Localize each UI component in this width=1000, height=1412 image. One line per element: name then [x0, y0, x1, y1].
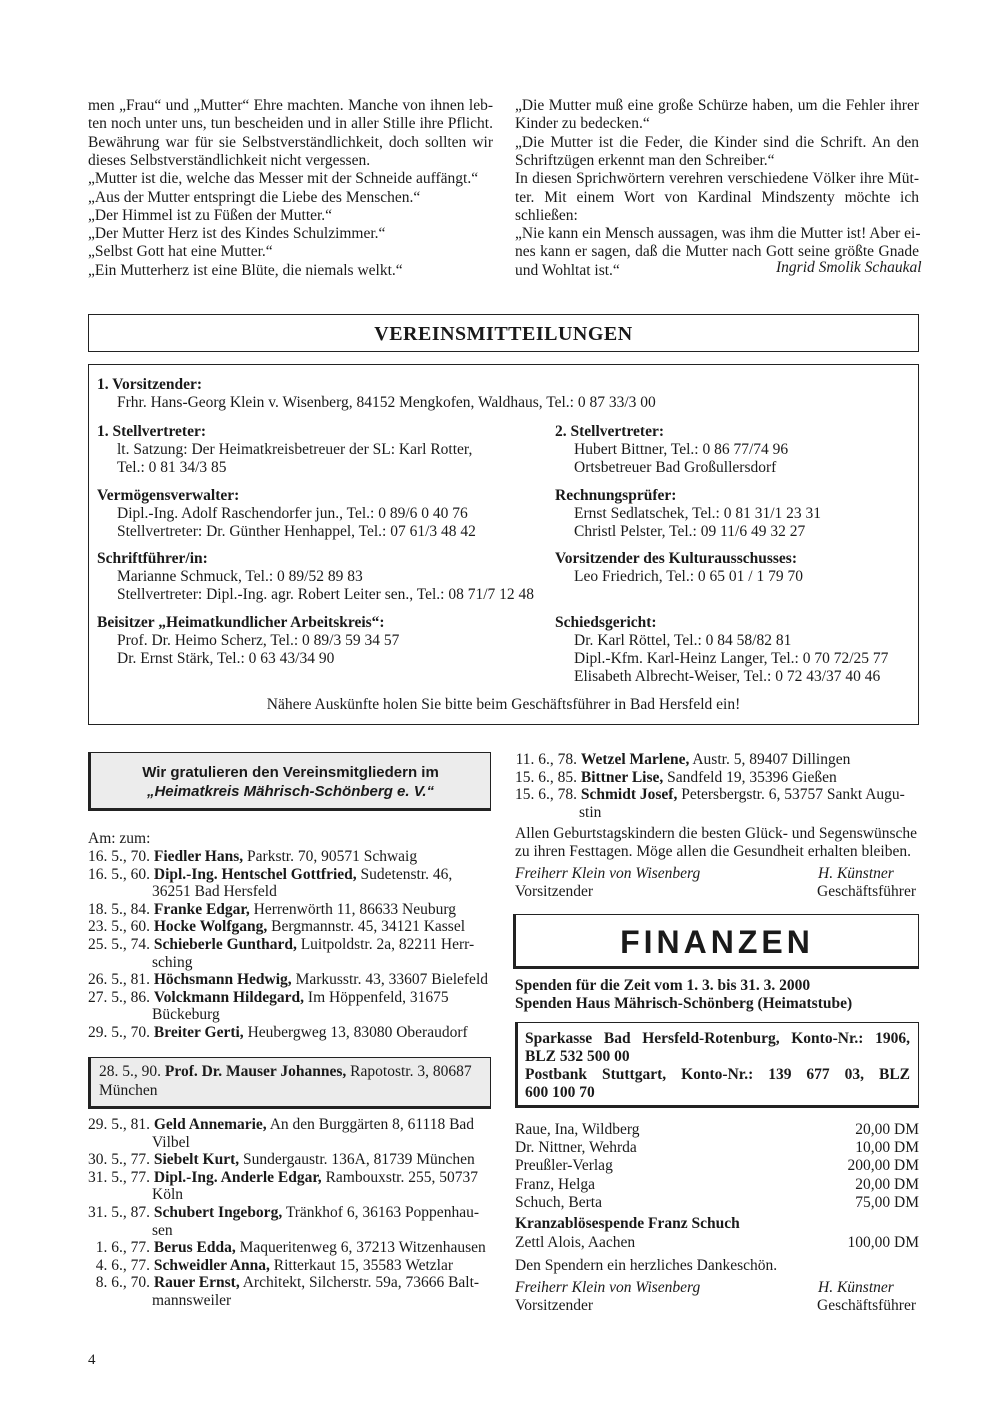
verein-title-box [88, 314, 919, 352]
grat-date: 15. 6., 85. [515, 768, 577, 786]
finanzen-title-box [513, 914, 919, 969]
grat-date: 29. 5., 81. [88, 1116, 150, 1133]
fin-bank-line: BLZ 532 500 00 [525, 1048, 630, 1065]
grat-date: 1. 6., 77. [95, 1239, 150, 1257]
intro-line: Bewährung war für sie Selbstverständlichkeit, doch sollten wir [88, 133, 493, 151]
fin-amount: 200,00 DM [847, 1157, 919, 1175]
beisitz-head: Beisitzer „Heimatkundlicher Arbeitskreis“: [97, 614, 385, 631]
schieds-line: Dr. Karl Röttel, Tel.: 0 84 58/82 81 [574, 632, 792, 649]
fin-kranz-name: Zettl Alois, Aachen [515, 1234, 636, 1251]
schieds-head: Schiedsgericht: [555, 614, 657, 631]
grat-entry [88, 1169, 491, 1187]
grat-address: Sundergaustr. 136A, 81739 München [243, 1151, 475, 1169]
grat-sig-name: Freiherr Klein von Wisenberg [515, 865, 701, 882]
page-number: 4 [88, 1352, 96, 1368]
grat-address-cont: sching [152, 953, 193, 971]
grat-name: Dipl.-Ing. Hentschel Gottfried, [153, 865, 357, 883]
grat-address: Markusstr. 43, 33607 Bielefeld [295, 971, 488, 989]
grat-entry [88, 1116, 491, 1134]
grat-box-line1: Wir gratulieren den Vereinsmitgliedern im [142, 764, 439, 781]
grat-name: Rauer Ernst, [153, 1274, 240, 1292]
schrift-stv: Stellvertreter: Dipl.-Ing. agr. Robert Leiter sen., Tel.: 08 71/7 12 48 [117, 586, 535, 603]
grat-name: Siebelt Kurt, [153, 1151, 240, 1169]
finanzen-title: FINANZEN [620, 924, 814, 960]
intro-line: „Die Mutter muß eine große Schürze haben, um die Fehler ihrer [515, 97, 919, 114]
grat-am-zum: Am: zum: [88, 830, 151, 847]
fin-amount: 20,00 DM [855, 1175, 919, 1193]
grat-name: Geld Annemarie, [153, 1116, 267, 1133]
beisitz-line: Dr. Ernst Stärk, Tel.: 0 63 43/34 90 [117, 650, 335, 667]
grat-address: Tränkhof 6, 36163 Poppenhau- [285, 1204, 479, 1221]
fin-sig-role: Vorsitzender [515, 1297, 594, 1314]
grat-box-line2: „Heimatkreis Mährisch-Schönberg e. V.“ [146, 783, 435, 800]
grat-address: Luitpoldstr. 2a, 82211 Herr- [300, 936, 475, 953]
intro-line: „Die Mutter ist die Feder, die Kinder sind die Schrift. An den [515, 133, 919, 151]
grat-address: Austr. 5, 89407 Dillingen [692, 751, 851, 768]
grat-date: 16. 5., 60. [88, 865, 150, 883]
fin-bank-line: Postbank Stuttgart, Konto-Nr.: 139 677 03, BLZ [525, 1066, 910, 1083]
grat-entry [515, 769, 919, 787]
fin-kranz-value: 100,00 DM [847, 1234, 919, 1251]
grat-boxed-entry [88, 1057, 491, 1109]
grat-date: 16. 5., 70. [88, 848, 150, 865]
grat-name: Fiedler Hans, [153, 848, 244, 865]
grat-date: 15. 6., 78. [515, 786, 577, 804]
intro-line: und Wohltat ist.“ [515, 261, 620, 279]
grat-name: Hocke Wolfgang, [153, 918, 268, 936]
grat-entry [88, 901, 491, 919]
fin-sub: Spenden Haus Mährisch-Schönberg (Heimatstube) [515, 995, 853, 1012]
grat-sig2-name: H. Künstner [818, 865, 894, 882]
stv1-line: lt. Satzung: Der Heimatkreisbetreuer der SL: Karl Rotter, [117, 441, 473, 458]
fin-donor: Franz, Helga [515, 1175, 596, 1193]
grat-name: Schweidler Anna, [153, 1256, 270, 1274]
stv2-head: 2. Stellvertreter: [555, 423, 665, 440]
fin-bank-line: Sparkasse Bad Hersfeld-Rotenburg, Konto-Nr.: 1906, [525, 1030, 910, 1047]
grat-address-cont: 36251 Bad Hersfeld [152, 883, 277, 901]
intro-line: „Nie kann ein Mensch aussagen, was ihm die Mutter ist! Aber ei- [515, 225, 921, 243]
intro-author: Ingrid Smolik Schaukal [776, 259, 922, 276]
fin-sig2-role: Geschäftsführer [817, 1297, 916, 1314]
grat-entry [88, 989, 491, 1007]
stv2-line: Ortsbetreuer Bad Großullersdorf [574, 459, 777, 476]
grat-entry [88, 1204, 491, 1222]
fin-donor: Preußler-Verlag [515, 1157, 613, 1175]
grat-name: Breiter Gerti, [153, 1024, 244, 1041]
grat-name: Schmidt Josef, [580, 786, 678, 804]
grat-address-cont: sen [152, 1221, 173, 1239]
grat-sig2-role: Geschäftsführer [817, 883, 916, 900]
fin-sig-name: Freiherr Klein von Wisenberg [515, 1279, 701, 1296]
intro-line: dieses Selbstverständlichkeit nicht vergessen. [88, 151, 371, 169]
grat-address: An den Burggärten 8, 61118 Bad [269, 1116, 475, 1133]
grat-address: Rapotostr. 3, 80687 [350, 1063, 472, 1080]
grat-date: 31. 5., 77. [88, 1168, 150, 1186]
stv2-line: Hubert Bittner, Tel.: 0 86 77/74 96 [574, 441, 789, 458]
grat-wish: zu ihren Festtagen. Möge allen die Gesundheit erhalten bleiben. [515, 843, 911, 860]
grat-entry [88, 866, 491, 884]
grat-entry [515, 786, 919, 804]
intro-line: „Selbst Gott hat eine Mutter.“ [88, 243, 273, 261]
fin-amount: 20,00 DM [855, 1121, 919, 1138]
grat-date: 27. 5., 86. [88, 988, 150, 1006]
intro-line: „Ein Mutterherz ist eine Blüte, die niemals welkt.“ [88, 261, 403, 279]
intro-line: „Mutter ist die, welche das Messer mit der Schneide auffängt.“ [88, 170, 479, 188]
grat-address: Bergmannstr. 45, 34121 Kassel [271, 918, 466, 936]
grat-wish: Allen Geburtstagskindern die besten Glück- und Segenswünsche [515, 825, 918, 842]
grat-entry [88, 848, 491, 866]
grat-date: 31. 5., 87. [88, 1204, 150, 1221]
intro-line: In diesen Sprichwörtern verehren verschiedene Völker ihre Müt- [515, 170, 919, 188]
rech-head: Rechnungsprüfer: [555, 487, 677, 504]
intro-line: „Aus der Mutter entspringt die Liebe des Menschen.“ [88, 188, 421, 206]
grat-date: 26. 5., 81. [88, 971, 150, 989]
schrift-line: Marianne Schmuck, Tel.: 0 89/52 89 83 [117, 568, 363, 585]
grat-entry [515, 751, 919, 769]
vorsitz-head: 1. Vorsitzender: [97, 376, 203, 393]
verein-footer: Nähere Auskünfte holen Sie bitte beim Geschäftsführer in Bad Hersfeld ein! [266, 696, 741, 713]
intro-line: men „Frau“ und „Mutter“ Ehre machten. Manche von ihnen leb- [88, 97, 493, 114]
grat-address-cont: München [99, 1082, 158, 1099]
schrift-head: Schriftführer/in: [97, 550, 208, 567]
stv1-head: 1. Stellvertreter: [97, 423, 207, 440]
fin-donor: Schuch, Berta [515, 1193, 602, 1211]
schieds-line: Elisabeth Albrecht-Weiser, Tel.: 0 72 43/37 40 46 [574, 668, 881, 685]
grat-address: Parkstr. 70, 90571 Schwaig [247, 848, 418, 865]
fin-thanks: Den Spendern ein herzliches Dankeschön. [515, 1257, 778, 1274]
grat-date: 18. 5., 84. [88, 900, 150, 918]
grat-address-cont: stin [579, 803, 602, 821]
intro-line: schließen: [515, 206, 578, 224]
intro-line: nes kann er sagen, daß die Mutter nach Gott seine größte Gnade [515, 243, 919, 261]
intro-line: Schriftzügen erkennt man den Schreiber.“ [515, 151, 775, 169]
grat-entry [88, 1024, 491, 1042]
grat-date: 29. 5., 70. [88, 1024, 150, 1041]
verein-title: VEREINSMITTEILUNGEN [374, 323, 633, 345]
grat-address: Sudetenstr. 46, [360, 865, 453, 883]
grat-address: Maqueritenweg 6, 37213 Witzenhausen [239, 1239, 486, 1257]
grat-entry [88, 918, 491, 936]
grat-entry [88, 971, 491, 989]
fin-donor: Dr. Nittner, Wehrda [515, 1139, 637, 1157]
grat-box [88, 752, 491, 811]
beisitz-line: Prof. Dr. Heimo Scherz, Tel.: 0 89/3 59 34 57 [117, 632, 400, 649]
grat-address: Ritterkaut 15, 35583 Wetzlar [273, 1256, 454, 1274]
grat-entry [88, 936, 491, 954]
grat-address-cont: Köln [152, 1186, 183, 1204]
fin-bank-line: 600 100 70 [525, 1084, 595, 1101]
kultur-head: Vorsitzender des Kulturausschusses: [555, 550, 797, 567]
grat-name: Volckmann Hildegard, [153, 988, 305, 1006]
intro-line: Kinder zu bedecken.“ [515, 115, 650, 133]
grat-address: Rambouxstr. 255, 50737 [325, 1168, 478, 1186]
intro-line: „Der Mutter Herz ist des Kindes Schulzimmer.“ [88, 225, 386, 243]
fin-amount: 75,00 DM [855, 1193, 919, 1211]
grat-address: Im Höppenfeld, 31675 [307, 988, 449, 1006]
grat-date: 8. 6., 70. [95, 1274, 150, 1292]
grat-address-cont: Vilbel [152, 1133, 190, 1151]
verm-line: Dipl.-Ing. Adolf Raschendorfer jun., Tel.: 0 89/6 0 40 76 [117, 505, 468, 522]
intro-line: ter. Mit einem Wort von Kardinal Mindszenty möchte ich [515, 188, 919, 206]
rech-line: Ernst Sedlatschek, Tel.: 0 81 31/1 23 31 [574, 505, 822, 522]
grat-name: Schubert Ingeborg, [153, 1204, 283, 1221]
grat-name: Bittner Lise, [580, 768, 664, 786]
grat-address-cont: mannsweiler [152, 1292, 232, 1309]
rech-line: Christl Pelster, Tel.: 09 11/6 49 32 27 [574, 523, 806, 540]
grat-sig-role: Vorsitzender [515, 883, 594, 900]
fin-donor: Raue, Ina, Wildberg [515, 1121, 640, 1138]
grat-date: 4. 6., 77. [95, 1256, 150, 1274]
grat-address-cont: Bückeburg [152, 1006, 220, 1024]
vorsitz-line: Frhr. Hans-Georg Klein v. Wisenberg, 84152 Mengkofen, Waldhaus, Tel.: 0 87 33/3 00 [117, 394, 656, 411]
grat-entry [88, 1239, 491, 1257]
grat-name: Berus Edda, [153, 1239, 236, 1257]
grat-name: Prof. Dr. Mauser Johannes, [164, 1063, 347, 1080]
stv1-line: Tel.: 0 81 34/3 85 [117, 459, 227, 476]
grat-date: 30. 5., 77. [88, 1151, 150, 1169]
grat-address: Architekt, Silcherstr. 59a, 73666 Balt- [242, 1274, 480, 1292]
fin-kranz-head: Kranzablösespende Franz Schuch [515, 1215, 740, 1232]
grat-name: Franke Edgar, [153, 900, 250, 918]
grat-name: Höchsmann Hedwig, [153, 971, 292, 989]
fin-sig2-name: H. Künstner [818, 1279, 894, 1296]
grat-address: Herrenwörth 11, 86633 Neuburg [253, 900, 456, 918]
grat-name: Dipl.-Ing. Anderle Edgar, [153, 1168, 322, 1186]
verm-line: Stellvertreter: Dr. Günther Henhappel, Tel.: 07 61/3 48 42 [117, 523, 476, 540]
grat-date: 28. 5., 90. [99, 1063, 161, 1080]
grat-date: 11. 6., 78. [515, 751, 577, 768]
grat-date: 23. 5., 60. [88, 918, 150, 936]
grat-address: Heubergweg 13, 83080 Oberaudorf [247, 1024, 468, 1041]
grat-entry [88, 1151, 491, 1169]
intro-line: ten noch unter uns, tun bescheiden und in aller Stille ihre Pflicht. [88, 115, 493, 133]
grat-entry [88, 1274, 491, 1292]
grat-date: 25. 5., 74. [88, 936, 150, 953]
intro-line: „Der Himmel ist zu Füßen der Mutter.“ [88, 206, 333, 224]
grat-entry [88, 1257, 491, 1275]
grat-address: Petersbergstr. 6, 53757 Sankt Augu- [681, 786, 905, 804]
grat-address: Sandfeld 19, 35396 Gießen [667, 768, 837, 786]
verm-head: Vermögensverwalter: [97, 487, 240, 504]
grat-name: Wetzel Marlene, [580, 751, 690, 768]
schieds-line: Dipl.-Kfm. Karl-Heinz Langer, Tel.: 0 70 72/25 77 [574, 650, 889, 667]
fin-sub: Spenden für die Zeit vom 1. 3. bis 31. 3. 2000 [515, 977, 811, 994]
fin-amount: 10,00 DM [855, 1139, 919, 1157]
kultur-line: Leo Friedrich, Tel.: 0 65 01 / 1 79 70 [574, 568, 803, 585]
grat-name: Schieberle Gunthard, [153, 936, 297, 953]
